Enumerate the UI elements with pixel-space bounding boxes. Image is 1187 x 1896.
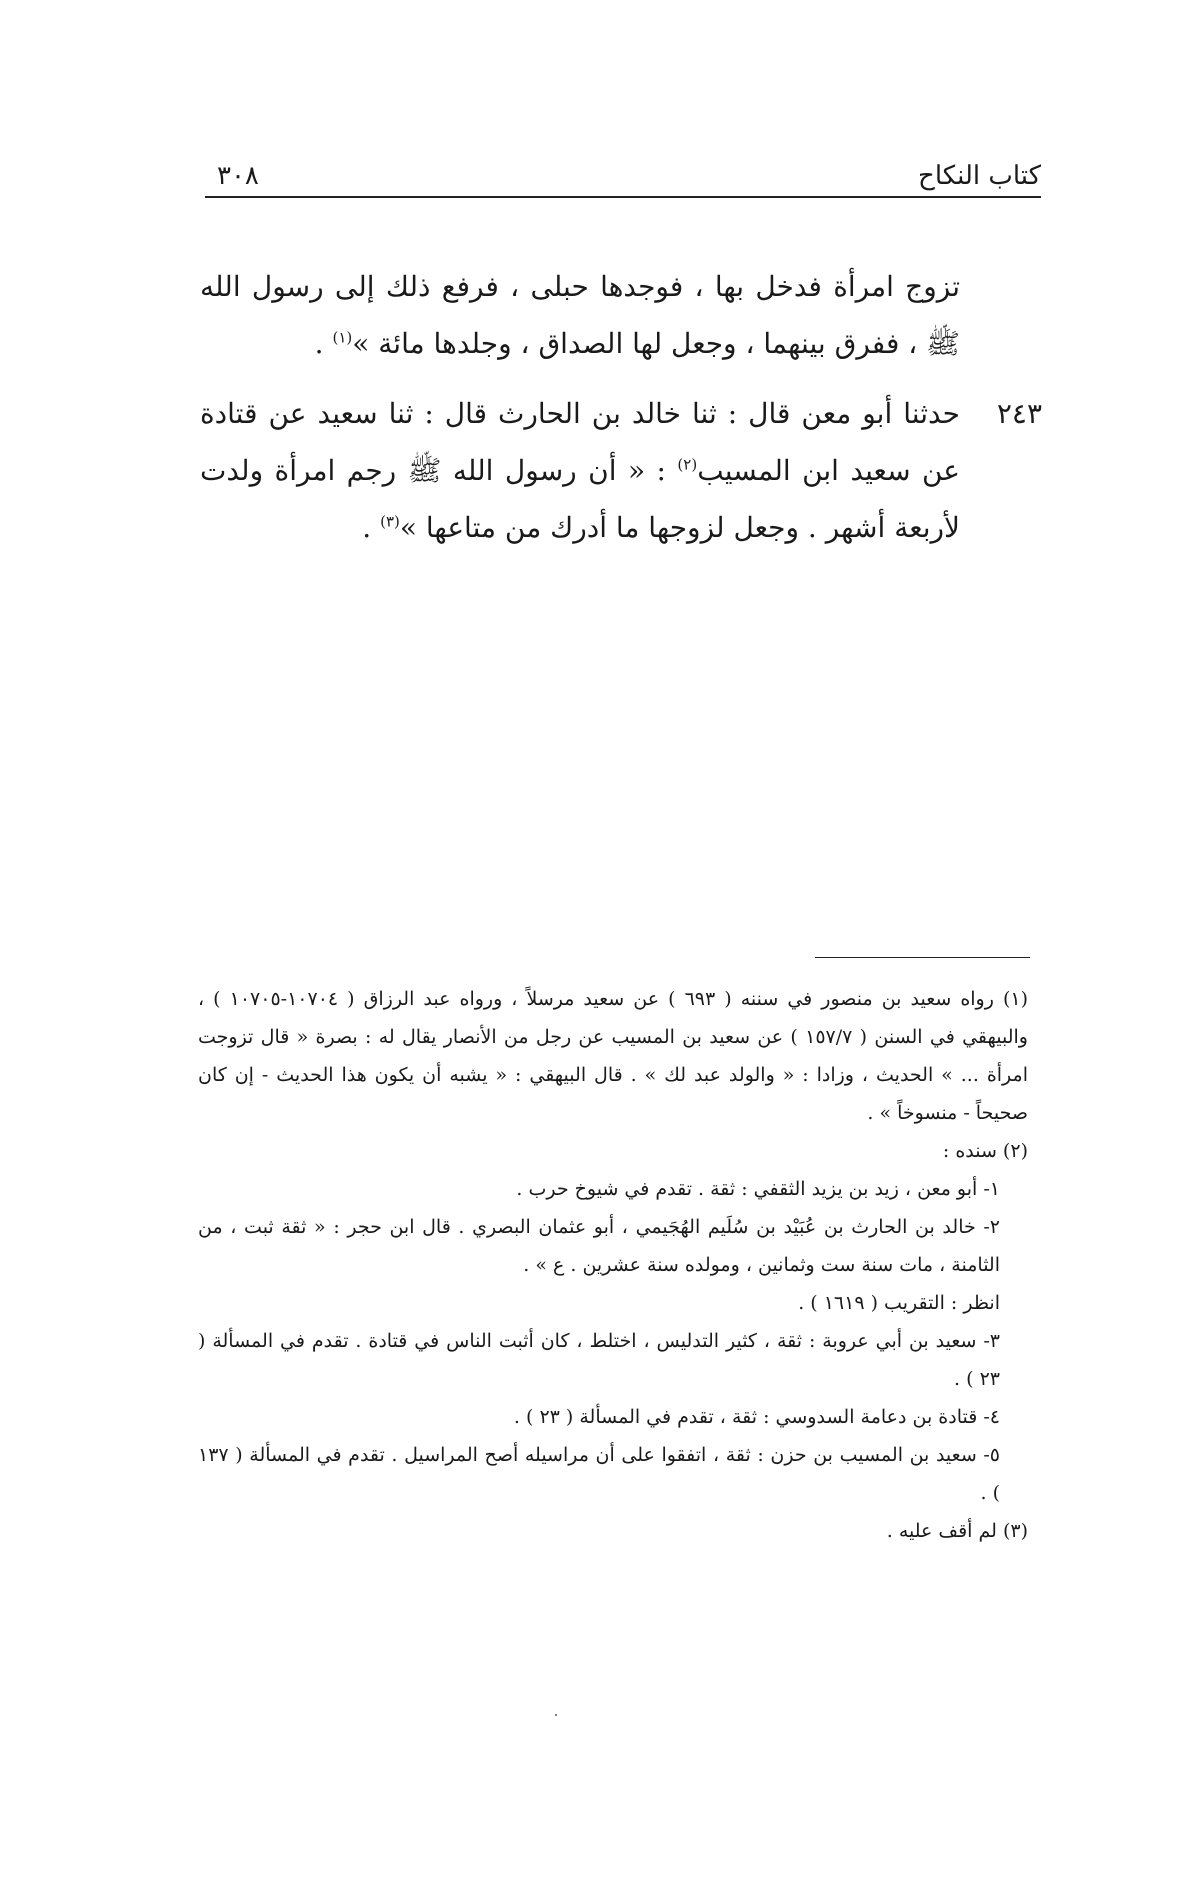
footnote-2-item-3: ٣- سعيد بن أبي عروبة : ثقة ، كثير التدليس ، اختلط ، كان أثبت الناس في قتادة . تقدم في المسألة ( ٢٣ ) . [198, 1330, 1000, 1390]
hadith-chain: حدثنا أبو معن قال : ثنا خالد بن الحارث قال : ثنا سعيد عن قتادة عن سعيد ابن المسيب [200, 397, 960, 487]
footnote-2-item-1: ١- أبو معن ، زيد بن يزيد الثقفي : ثقة . تقدم في شيوخ حرب . [516, 1178, 1000, 1200]
hadith-text [200, 385, 960, 556]
hadith-matn: : « أن رسول الله ﷺ رجم امرأة ولدت لأربعة أشهر . وجعل لزوجها ما أدرك من متاعها » [200, 454, 960, 544]
footnote-2-item-2: ٢- خالد بن الحارث بن عُبَيْد بن سُلَيم الهُجَيمي ، أبو عثمان البصري . قال ابن حجر : « ثقة ثبت ، من الثامنة ، مات سنة ست وثمانين ، ومولده سنة عشرين . ع » . [198, 1216, 1000, 1276]
footnote-2-title: (٢) سنده : [942, 1140, 1028, 1162]
footnote-1: (١) رواه سعيد بن منصور في سننه ( ٦٩٣ ) عن سعيد مرسلاً ، ورواه عبد الرزاق ( ١٠٧٠٤-١٠٧٠٥ ) ، والبيهقي في السنن ( ١٥٧/٧ ) عن سعيد بن المسيب عن رجل من الأنصار يقال له : بصرة « قال تزوجت امرأة ... » الحديث ، وزادا : « والولد عبد لك » . قال البيهقي : « يشبه أن يكون هذا الحديث - إن كان صحيحاً - منسوخاً » . [198, 988, 1029, 1124]
footnote-3: (٣) لم أقف عليه . [886, 1520, 1028, 1542]
footnote-2-item-5: ٥- سعيد بن المسيب بن حزن : ثقة ، اتفقوا على أن مراسيله أصح المراسيل . تقدم في المسألة ( ١٣٧ ) . [198, 1444, 1000, 1504]
paragraph [200, 258, 960, 372]
main-text-continuation [200, 258, 960, 372]
footnotes [198, 980, 1028, 1550]
footnote-ref-1: (١) [332, 328, 353, 347]
footnote-ref-3: (٣) [380, 512, 400, 531]
footnote-2-item-2-ref: انظر : التقريب ( ١٦١٩ ) . [798, 1292, 1000, 1314]
page-number: ٣٠٨ [217, 161, 259, 191]
footnote-2-item-4: ٤- قتادة بن دعامة السدوسي : ثقة ، تقدم في المسألة ( ٢٣ ) . [513, 1406, 1000, 1428]
hadith-243 [200, 385, 1042, 556]
header-rule [205, 196, 1041, 198]
book-section-title: كتاب النكاح [918, 161, 1041, 191]
footnote-ref-2: (٢) [677, 455, 698, 474]
hadith-end: . [362, 511, 381, 544]
paragraph-text: تزوج امرأة فدخل بها ، فوجدها حبلى ، فرفع ذلك إلى رسول الله ﷺ ، ففرق بينهما ، وجعل لها الصداق ، وجلدها مائة » [200, 270, 960, 360]
hadith-number: ٢٤٣ [996, 397, 1042, 430]
running-header [205, 158, 1041, 194]
footnote-separator [815, 957, 1030, 958]
paragraph-end: . [314, 327, 333, 360]
scan-speck [555, 1714, 557, 1716]
